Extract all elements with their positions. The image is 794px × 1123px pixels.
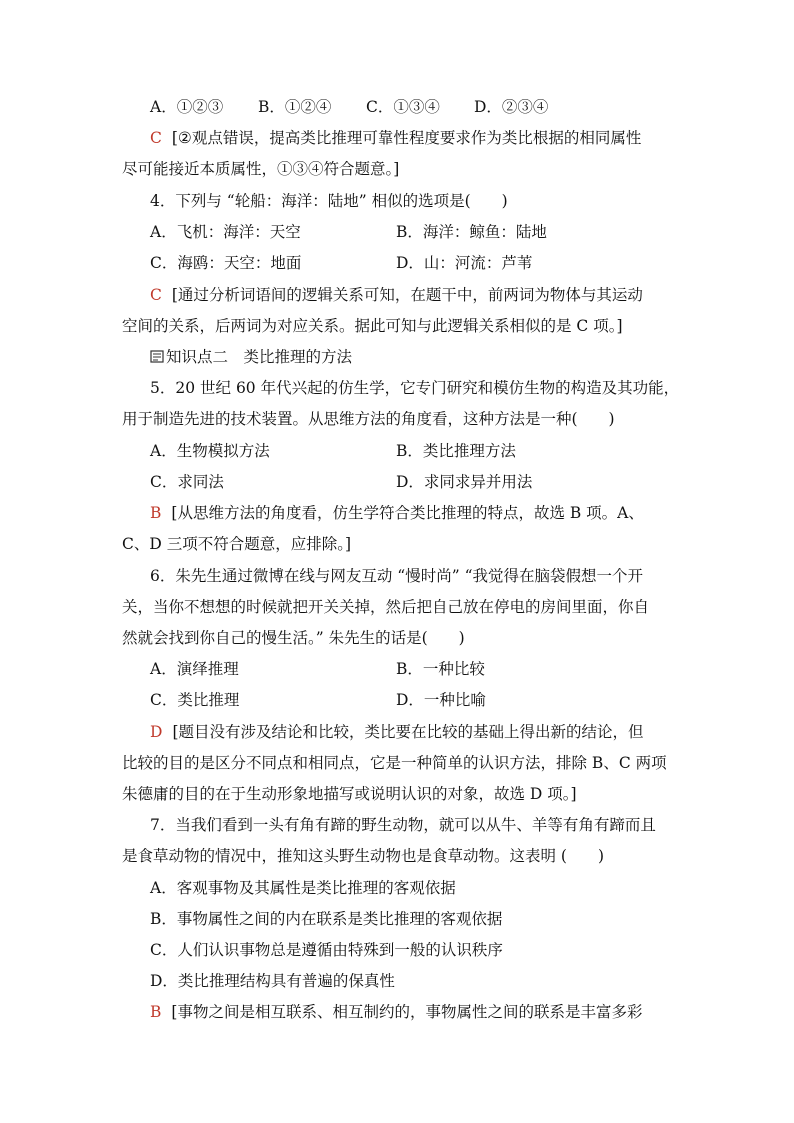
q3-option-b-wrap [258,96,331,118]
q4-explanation-2: 空间的关系，后两词为对应关系。据此可知与此逻辑关系相似的是 C 项。] [122,317,623,335]
q5-explanation-2: C、D 三项不符合题意，应排除。] [122,535,352,553]
q4-option-a-wrap [150,221,301,243]
q3-answer-line-1 [150,127,641,149]
q4-option-b-wrap [396,221,547,243]
q3-option-d-wrap [474,96,548,118]
q3-explanation-2: 尽可能接近本质属性，①③④符合题意。] [122,160,400,178]
q6-stem-line-3 [122,627,465,649]
q5-option-a: A．生物模拟方法 [150,442,270,460]
q6-stem-text-1: 6．朱先生通过微博在线与网友互动 “慢时尚” “我觉得在脑袋假想一个开 [150,567,643,585]
q6-stem-line-2 [122,596,649,618]
q6-stem-text-3: 然就会找到你自己的慢生活。” 朱先生的话是( ) [122,629,465,647]
q3-options-row [150,96,223,118]
q6-answer-line-3 [122,783,577,805]
q4-explanation-1: [通过分析词语间的逻辑关系可知，在题干中，前两词为物体与其运动 [171,286,643,304]
q3-option-c: C．①③④ [366,98,440,116]
q7-option-c: C．人们认识事物总是遵循由特殊到一般的认识秩序 [150,941,503,959]
q4-answer-letter: C [150,286,162,304]
q7-explanation-1: [事物之间是相互联系、相互制约的，事物属性之间的联系是丰富多彩 [171,1003,643,1021]
q4-option-d-wrap [396,252,532,274]
q5-option-d: D．求同求异并用法 [396,473,533,491]
q4-answer-line-2 [122,315,623,337]
q4-option-a: A．飞机：海洋：天空 [150,223,301,241]
q5-stem-text-1: 5．20 世纪 60 年代兴起的仿生学，它专门研究和模仿生物的构造及其功能， [150,379,680,397]
q6-answer-line-2 [122,752,667,774]
q4-answer-line-1 [150,284,643,306]
q4-stem-text: 4．下列与 “轮船：海洋：陆地” 相似的选项是( ) [150,192,508,210]
q6-option-c-wrap [150,689,239,711]
q5-option-b-wrap [396,440,516,462]
q6-option-a-wrap [150,658,239,680]
q5-option-b: B．类比推理方法 [396,442,516,460]
q3-option-a: A．①②③ [150,98,224,116]
q6-option-a: A．演绎推理 [150,660,239,678]
q6-explanation-2: 比较的目的是区分不同点和相同点，它是一种简单的认识方法，排除 B、C 两项 [122,754,667,772]
q3-answer-letter: C [150,129,162,147]
q5-option-c-wrap [150,471,224,493]
q5-option-c: C．求同法 [150,473,224,491]
q4-option-c-wrap [150,252,301,274]
q4-option-d: D．山：河流：芦苇 [396,254,533,272]
section-title: 知识点二 类比推理的方法 [166,348,353,366]
q6-stem-line-1 [150,565,643,587]
q3-option-c-wrap [366,96,440,118]
q6-option-c: C．类比推理 [150,691,240,709]
q6-option-d: D．一种比喻 [396,691,486,709]
q3-answer-line-2 [122,158,399,180]
q7-answer-letter: B [150,1003,162,1021]
q5-answer-line-2 [122,533,351,555]
q7-option-b-wrap [150,908,502,930]
q4-option-b: B．海洋：鲸鱼：陆地 [396,223,547,241]
q5-option-d-wrap [396,471,532,493]
q5-answer-letter: B [150,504,162,522]
q5-stem-line-1 [150,377,679,399]
q6-option-d-wrap [396,689,486,711]
q5-option-a-wrap [150,440,270,462]
section-heading [150,346,352,368]
q6-answer-letter: D [150,723,163,741]
q7-stem-text-1: 7．当我们看到一头有角有蹄的野生动物，就可以从牛、羊等有角有蹄而且 [150,816,656,834]
q6-explanation-3: 朱德庸的目的在于生动形象地描写或说明认识的对象，故选 D 项。] [122,785,577,803]
q5-explanation-1: [从思维方法的角度看，仿生学符合类比推理的特点，故选 B 项。A、 [171,504,644,522]
q7-option-a-wrap [150,877,456,899]
q3-option-d: D．②③④ [474,98,549,116]
q7-stem-line-1 [150,814,656,836]
q4-option-c: C．海鸥：天空：地面 [150,254,302,272]
q6-answer-line-1 [150,721,644,743]
q6-option-b-wrap [396,658,485,680]
q3-explanation-1: [②观点错误，提高类比推理可靠性程度要求作为类比根据的相同属性 [171,129,642,147]
q6-explanation-1: [题目没有涉及结论和比较，类比要在比较的基础上得出新的结论，但 [172,723,644,741]
q5-answer-line-1 [150,502,644,524]
q7-stem-text-2: 是食草动物的情况中，推知这头野生动物也是食草动物。这表明 ( ) [122,847,605,865]
q6-option-b: B．一种比较 [396,660,485,678]
q7-stem-line-2 [122,845,604,867]
q5-stem-line-2 [122,408,615,430]
q5-stem-text-2: 用于制造先进的技术装置。从思维方法的角度看，这种方法是一种( ) [122,410,615,428]
q7-option-a: A．客观事物及其属性是类比推理的客观依据 [150,879,456,897]
q7-option-b: B．事物属性之间的内在联系是类比推理的客观依据 [150,910,503,928]
section-marker-icon [150,350,164,363]
q7-answer-line-1 [150,1001,642,1023]
q4-stem [150,190,508,212]
q3-option-b: B．①②④ [258,98,332,116]
q7-option-c-wrap [150,939,503,961]
q7-option-d: D．类比推理结构具有普遍的保真性 [150,972,395,990]
q6-stem-text-2: 关，当你不想想的时候就把开关关掉，然后把自己放在停电的房间里面，你自 [122,598,650,616]
q7-option-d-wrap [150,970,395,992]
